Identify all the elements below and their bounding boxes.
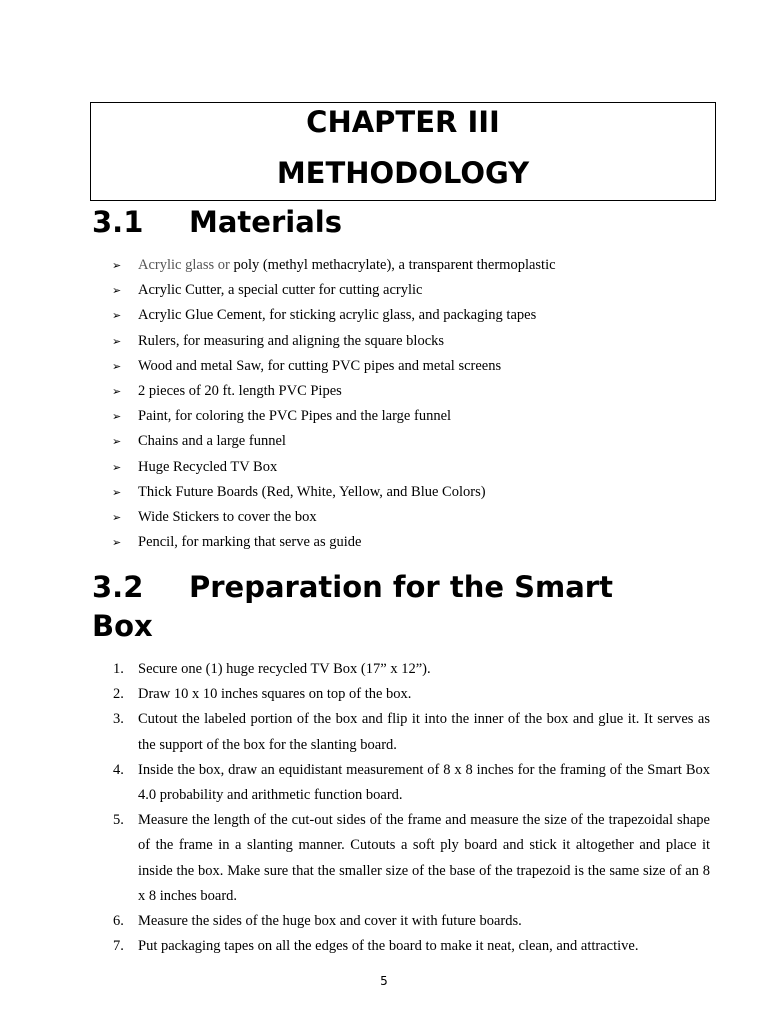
chapter-title-box xyxy=(90,102,716,201)
step-text: Secure one (1) huge recycled TV Box (17” x 12”). xyxy=(138,661,431,677)
step-number: 2. xyxy=(113,686,124,703)
chapter-title: METHODOLOGY xyxy=(276,156,530,190)
arrow-bullet-icon: ➢ xyxy=(112,259,122,272)
step-text: Measure the length of the cut-out sides of the frame and measure the size of the trapezoidal shape of the frame in a slanting manner. Cutouts a soft ply board and stick it altogether and place it inside the box. Make sure that the smaller size of the base of the trapezoid is the same size of an 8 x 8 inches board. xyxy=(138,812,710,904)
list-item xyxy=(0,707,710,757)
list-item-text: Acrylic Glue Cement, for sticking acrylic glass, and packaging tapes xyxy=(138,307,537,324)
chapter-number: CHAPTER III xyxy=(306,105,500,139)
page-number: 5 xyxy=(380,974,388,988)
arrow-bullet-icon: ➢ xyxy=(112,435,122,449)
preparation-steps-list xyxy=(0,657,710,959)
section-title: Materials xyxy=(189,205,342,239)
step-number: 6. xyxy=(113,913,124,930)
arrow-bullet-icon: ➢ xyxy=(112,536,122,550)
section-number: 3.2 xyxy=(92,570,144,604)
list-item xyxy=(0,934,710,959)
step-number: 1. xyxy=(113,661,124,677)
list-item-text: 2 pieces of 20 ft. length PVC Pipes xyxy=(138,382,342,399)
step-number: 3. xyxy=(113,711,124,728)
list-item-text: Acrylic Cutter, a special cutter for cutting acrylic xyxy=(138,282,423,299)
section-heading-materials xyxy=(92,202,342,242)
list-item xyxy=(0,808,710,909)
arrow-bullet-icon: ➢ xyxy=(112,284,122,298)
list-item-text: Wide Stickers to cover the box xyxy=(138,508,317,525)
list-item xyxy=(0,758,710,808)
section-title-line1: Preparation for the Smart xyxy=(189,570,613,604)
step-number: 5. xyxy=(113,812,124,829)
arrow-bullet-icon: ➢ xyxy=(112,334,122,348)
arrow-bullet-icon: ➢ xyxy=(112,410,122,424)
list-item xyxy=(0,682,710,707)
list-item-text: Acrylic glass or poly (methyl methacrylate), a transparent thermoplastic xyxy=(138,257,556,273)
section-heading-preparation xyxy=(92,567,613,607)
list-item xyxy=(0,909,710,934)
step-text: Inside the box, draw an equidistant measurement of 8 x 8 inches for the framing of the Smart Box 4.0 probability and arithmetic function board. xyxy=(138,761,710,804)
arrow-bullet-icon: ➢ xyxy=(112,460,122,474)
section-number: 3.1 xyxy=(92,205,144,239)
step-number: 7. xyxy=(113,938,124,955)
list-item-text: Pencil, for marking that serve as guide xyxy=(138,534,362,551)
arrow-bullet-icon: ➢ xyxy=(112,384,122,398)
step-text: Measure the sides of the huge box and cover it with future boards. xyxy=(138,913,522,930)
section-heading-preparation-cont xyxy=(92,606,153,646)
step-text: Draw 10 x 10 inches squares on top of the box. xyxy=(138,686,412,703)
arrow-bullet-icon: ➢ xyxy=(112,359,122,373)
list-item-text: Wood and metal Saw, for cutting PVC pipes and metal screens xyxy=(138,357,502,374)
list-item-text: Huge Recycled TV Box xyxy=(138,458,278,475)
step-text: Cutout the labeled portion of the box and flip it into the inner of the box and glue it. It serves as the support of the box for the slanting board. xyxy=(138,711,710,753)
step-text: Put packaging tapes on all the edges of the board to make it neat, clean, and attractive. xyxy=(138,938,639,955)
arrow-bullet-icon: ➢ xyxy=(112,510,122,524)
step-number: 4. xyxy=(113,761,124,778)
list-item xyxy=(0,657,710,682)
arrow-bullet-icon: ➢ xyxy=(112,485,122,499)
list-item-text: Paint, for coloring the PVC Pipes and the large funnel xyxy=(138,408,452,425)
list-item-text: Chains and a large funnel xyxy=(138,433,286,450)
list-item-text: Rulers, for measuring and aligning the square blocks xyxy=(138,332,445,349)
section-title-line2: Box xyxy=(92,609,153,643)
list-item-text: Thick Future Boards (Red, White, Yellow, and Blue Colors) xyxy=(138,483,486,500)
arrow-bullet-icon: ➢ xyxy=(112,309,122,323)
